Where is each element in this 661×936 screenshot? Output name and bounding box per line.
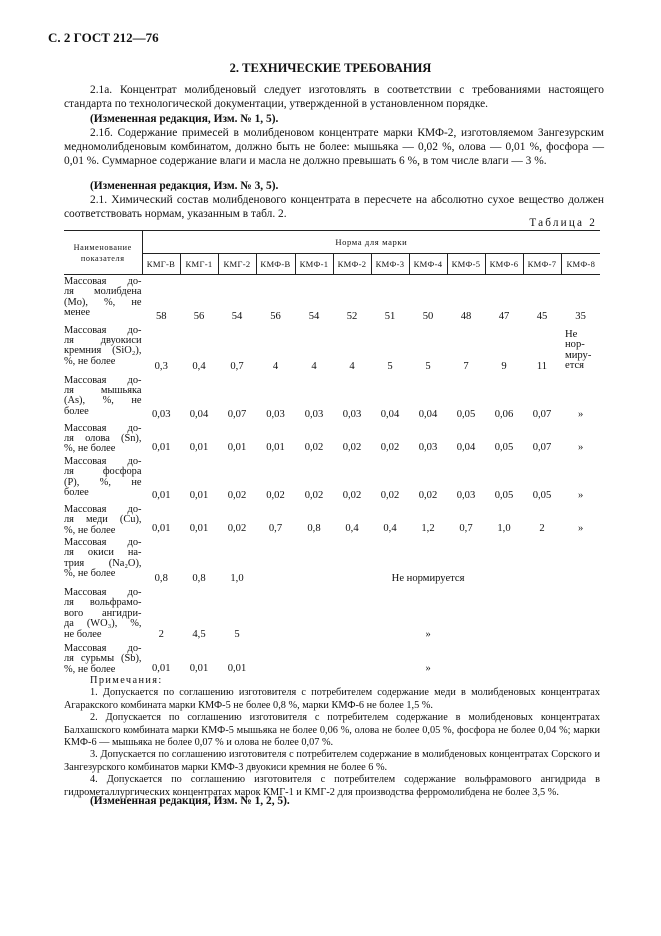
- table-cell: 0,05: [532, 489, 552, 501]
- row-name-line: трия (Na₂O),: [64, 557, 142, 569]
- column-header: КМФ-7: [523, 254, 561, 275]
- table-cell: 0,05: [494, 441, 514, 453]
- row-name: [64, 642, 142, 676]
- column-header: КМФ-4: [409, 254, 447, 275]
- row-name-line: ля двуокиси: [64, 334, 142, 346]
- table-cell: »: [577, 522, 584, 534]
- table-cell: 0,01: [189, 662, 209, 674]
- table-cell: 0,04: [189, 408, 209, 420]
- table-cell: 54: [308, 310, 320, 322]
- table-name-header: Наименование показателя: [64, 231, 142, 275]
- table-cell: 0,05: [456, 408, 476, 420]
- table-cell: 1,0: [230, 572, 244, 584]
- row-name-line: Массовая до-: [64, 536, 142, 548]
- table-span-cell: Не нормируется: [391, 572, 465, 584]
- row-name-line: (P), %, не: [64, 476, 142, 488]
- note-2: 2. Допускается по соглашению изготовителя с потребителем содержание в молибденовых концентратах Балхашского комбината марки КМФ-5 мышьяка не более 0,06 %, олова не более 0,05 %, фосфора не более 0,04 %; марки КМФ-6 — мышьяка не более 0,07 % и олова не более 0,07 %.: [64, 712, 600, 749]
- table-cell: 0,02: [380, 441, 400, 453]
- row-name: [64, 275, 142, 324]
- row-name-line: ля меди (Cu),: [64, 514, 142, 526]
- table-cell: 0,8: [154, 572, 168, 584]
- table-span-cell: »: [425, 628, 431, 640]
- table-cell: 56: [193, 310, 205, 322]
- table-cell: 1,0: [497, 522, 511, 534]
- kmf8-sio2-cell: [561, 324, 600, 374]
- table-row: [64, 503, 600, 536]
- table-cell: 2: [158, 628, 164, 640]
- table-cell: 0,3: [154, 360, 168, 372]
- table-cell: 4: [311, 360, 317, 372]
- row-name-line: более: [64, 486, 89, 498]
- table-cell: 52: [346, 310, 358, 322]
- table-row: [64, 374, 600, 422]
- final-edition-note: (Измененная редакция, Изм. № 1, 2, 5).: [90, 795, 290, 807]
- table-cell: 0,02: [266, 489, 285, 501]
- table-cell: 0,8: [192, 572, 206, 584]
- table-cell: 0,03: [266, 408, 285, 420]
- table-cell: 35: [575, 310, 586, 322]
- table-cell: 0,02: [227, 489, 247, 501]
- kmf8-sio2-line: Не: [565, 328, 578, 340]
- column-header: КМФ-8: [561, 254, 600, 275]
- table-cell: 0,01: [151, 662, 171, 674]
- row-name-line: ля олова (Sn),: [64, 432, 142, 444]
- row-name-line: (Mo), %, не: [64, 296, 142, 308]
- row-name-line: менее: [64, 307, 90, 319]
- table-cell: 0,04: [418, 408, 438, 420]
- table-cell: 0,06: [494, 408, 514, 420]
- column-header: КМГ-В: [142, 254, 180, 275]
- table-cell: 54: [231, 310, 243, 322]
- table-cell: 4: [272, 360, 279, 372]
- composition-table: [64, 230, 600, 676]
- table-cell: 0,03: [342, 408, 362, 420]
- table-cell: 0,4: [345, 522, 359, 534]
- note-3: 3. Допускается по соглашению изготовителя с потребителем содержание в молибденовых концентратах Сорского и Зангезурского комбинатов марки КМФ-3 двуокиси кремния не более 6 %.: [64, 749, 600, 773]
- column-header: КМФ-5: [447, 254, 485, 275]
- table-cell: 47: [498, 310, 510, 322]
- section-title: 2. ТЕХНИЧЕСКИЕ ТРЕБОВАНИЯ: [229, 61, 432, 75]
- table-cell: 0,01: [227, 441, 247, 453]
- table-row: [64, 586, 600, 642]
- table-cell: 9: [501, 360, 507, 372]
- table-cell: 0,04: [380, 408, 400, 420]
- row-name-line: %, не более: [64, 443, 116, 455]
- row-name-line: ля молибдена: [64, 286, 142, 298]
- column-header: КМФ-3: [371, 254, 409, 275]
- table-cell: 2: [539, 522, 545, 534]
- table-cell: 0,7: [268, 522, 283, 534]
- table-cell: 0,01: [151, 522, 171, 534]
- table-cell: 50: [422, 310, 434, 322]
- table-cell: 0,05: [494, 489, 514, 501]
- row-name-line: Массовая до-: [64, 324, 142, 336]
- notes-title: Примечания:: [90, 675, 163, 686]
- table-caption: Таблица 2: [529, 217, 597, 229]
- table-row: [64, 455, 600, 503]
- table-cell: 0,02: [418, 489, 438, 501]
- table-cell: 0,02: [227, 522, 247, 534]
- row-name-line: Массовая до-: [64, 586, 142, 598]
- paragraph-2-1b: 2.1б. Содержание примесей в молибденовом концентрате марки КМФ-2, изготовляемом Зангезурским медномолибденовым комбинатом, должно быть не более: мышьяка — 0,02 %, олова — 0,01 %, фосфора — 0,01 %. Суммарное содержание влаги и масла не должно превышать 6 %, в том числе влаги — 3 %.: [64, 127, 604, 167]
- table-cell: 4: [349, 360, 355, 372]
- table-cell: 5: [234, 628, 240, 640]
- row-name-line: вого ангидри-: [64, 607, 142, 619]
- table-cell: 51: [384, 310, 396, 322]
- table-cell: 0,02: [304, 441, 324, 453]
- table-cell: 0,01: [189, 522, 209, 534]
- table-row: [64, 642, 600, 676]
- row-name-line: Массовая до-: [64, 276, 142, 287]
- table-cell: »: [577, 408, 584, 420]
- row-name-line: Массовая до-: [64, 374, 142, 386]
- table-cell: 0,03: [456, 489, 476, 501]
- table-cell: 0,02: [304, 489, 324, 501]
- column-header: КМФ-6: [485, 254, 523, 275]
- row-name-line: %, не более: [64, 524, 116, 536]
- table-cell: 48: [460, 310, 472, 322]
- table-row: [64, 422, 600, 455]
- row-name: [64, 503, 142, 536]
- table-cell: 0,7: [459, 522, 473, 534]
- table-cell: 0,01: [189, 489, 209, 501]
- table-group-header: Норма для марки: [142, 231, 600, 254]
- table-cell: 56: [270, 310, 281, 322]
- table-row: [64, 324, 600, 374]
- row-name-line: %, не более: [64, 663, 116, 675]
- table-cell: 0,02: [342, 489, 362, 501]
- table-cell: 0,01: [151, 441, 171, 453]
- table-cell: »: [577, 441, 584, 453]
- column-header: КМГ-1: [180, 254, 218, 275]
- edition-note-1: (Измененная редакция, Изм. № 1, 5).: [90, 113, 279, 125]
- table-row: [64, 536, 600, 586]
- row-name: [64, 586, 142, 642]
- row-name-line: да (WO₃), %,: [64, 618, 142, 630]
- table-cell: »: [577, 489, 584, 501]
- table-cell: 7: [463, 360, 469, 372]
- kmf8-sio2-line: миру-: [565, 349, 592, 361]
- row-name-line: Массовая до-: [64, 503, 142, 515]
- row-name-line: более: [64, 405, 89, 417]
- row-name-line: ля фосфора: [64, 466, 142, 478]
- table-cell: 0,01: [151, 489, 171, 501]
- table-cell: 58: [155, 310, 167, 322]
- table-body: [64, 275, 600, 676]
- row-name-line: %, не более: [64, 355, 116, 367]
- row-name-line: ля сурьмы (Sb),: [64, 653, 142, 665]
- row-name-line: ля мышьяка: [64, 384, 142, 396]
- table-cell: 0,03: [418, 441, 438, 453]
- kmf8-sio2-line: нор-: [565, 339, 585, 351]
- table-cell: 0,01: [266, 441, 285, 453]
- table-cell: 4,5: [192, 628, 206, 640]
- row-name-line: ля окиси на-: [64, 547, 142, 559]
- table-cell: 0,8: [307, 522, 321, 534]
- kmf8-sio2-line: ется: [565, 360, 585, 372]
- row-name: [64, 455, 142, 503]
- row-name-line: Массовая до-: [64, 642, 142, 654]
- row-name-line: %, не более: [64, 568, 116, 580]
- note-4: 4. Допускается по соглашению изготовителя с потребителем содержание вольфрамового ангидрида в гидрометаллургических концентратах марок КМГ-1 и КМГ-2 для производства ферромолибдена не более 3,5 %.: [64, 774, 600, 798]
- table-cell: 0,4: [192, 360, 206, 372]
- row-name: [64, 536, 142, 586]
- row-name-line: кремния (SiO₂),: [64, 345, 142, 357]
- note-1: 1. Допускается по соглашению изготовителя с потребителем содержание меди в молибденовых концентратах Агаракского комбината марки КМФ-5 не более 0,8 %, марки КМФ-6 не более 1,5 %.: [64, 687, 600, 711]
- table-cell: 0,01: [227, 662, 247, 674]
- table-cell: 0,02: [380, 489, 400, 501]
- row-name: [64, 422, 142, 455]
- paragraph-2-1a: 2.1а. Концентрат молибденовый следует изготовлять в соответствии с требованиями настоящего стандарта по технологической документации, утвержденной в установленном порядке.: [64, 84, 604, 110]
- table-cell: 45: [536, 310, 548, 322]
- table-cell: 1,2: [421, 522, 435, 534]
- table-cell: 0,02: [342, 441, 362, 453]
- table-cell: 0,01: [189, 441, 209, 453]
- row-name-line: (As), %, не: [64, 395, 142, 407]
- table-cell: 11: [536, 360, 548, 372]
- row-name-line: ля вольфрамо-: [64, 597, 142, 609]
- row-name: [64, 324, 142, 374]
- table-cell: 0,07: [532, 408, 552, 420]
- row-name-line: Массовая до-: [64, 455, 142, 467]
- table-cell: 5: [387, 360, 393, 372]
- column-header-row: [64, 254, 600, 275]
- table-row: [64, 275, 600, 324]
- page-header: С. 2 ГОСТ 212—76: [48, 30, 159, 45]
- notes-block: [64, 675, 600, 799]
- table-span-cell: »: [425, 662, 431, 674]
- table-cell: 5: [425, 360, 431, 372]
- table-cell: 0,03: [151, 408, 171, 420]
- table-cell: 0,03: [304, 408, 324, 420]
- column-header: КМГ-2: [218, 254, 256, 275]
- row-name: [64, 374, 142, 422]
- table-cell: 0,7: [230, 360, 244, 372]
- column-header: КМФ-2: [333, 254, 371, 275]
- table-cell: 0,07: [227, 408, 247, 420]
- column-header: КМФ-1: [295, 254, 333, 275]
- edition-note-2: (Измененная редакция, Изм. № 3, 5).: [90, 180, 279, 192]
- row-name-line: не более: [64, 628, 102, 640]
- column-header: КМФ-В: [256, 254, 295, 275]
- paragraph-2-1: 2.1. Химический состав молибденового концентрата в пересчете на абсолютно сухое вещество должен соответствовать нормам, указанным в табл. 2.: [64, 194, 604, 220]
- table-cell: 0,07: [532, 441, 552, 453]
- table-cell: 0,04: [456, 441, 476, 453]
- table-cell: 0,4: [383, 522, 397, 534]
- row-name-line: Массовая до-: [64, 422, 142, 434]
